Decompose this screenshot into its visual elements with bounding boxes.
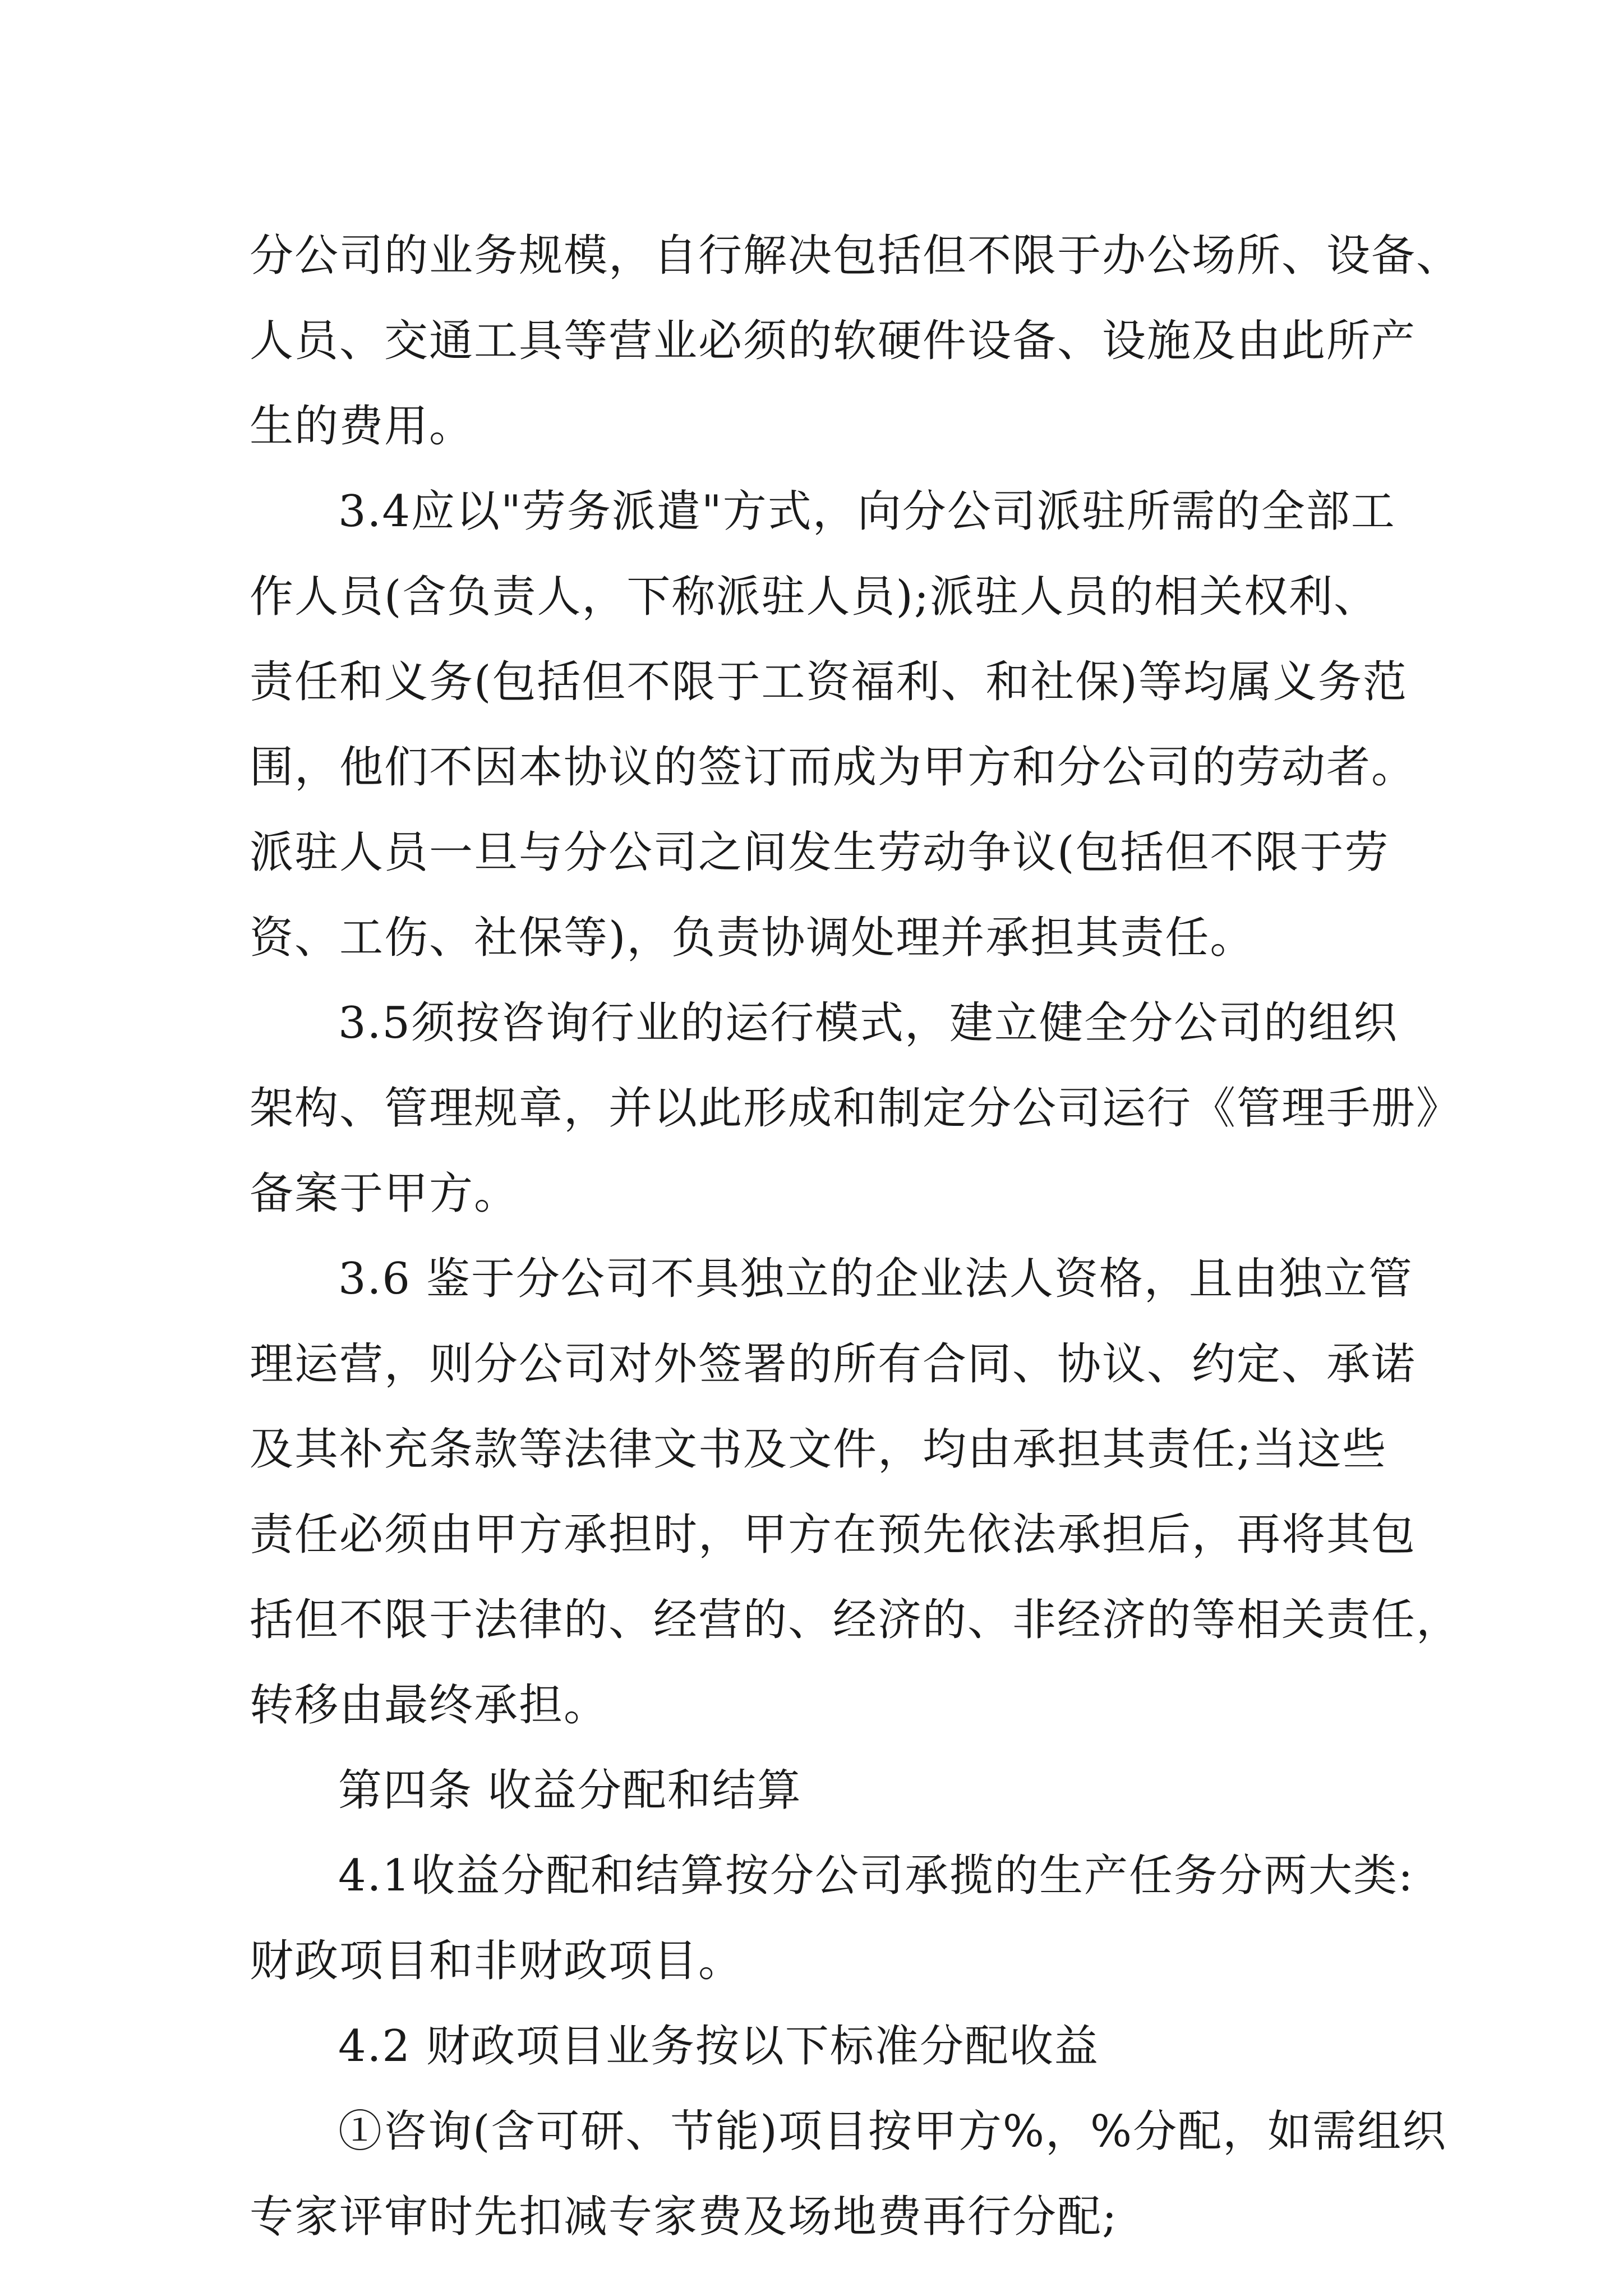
text-line: 架构、管理规章，并以此形成和制定分公司运行《管理手册》 [250, 1083, 1461, 1134]
paragraph-3-6 [250, 1236, 1461, 1748]
article-4-heading [250, 1748, 1388, 1833]
text-line: 3.6 鉴于分公司不具独立的企业法人资格，且由独立管 [338, 1254, 1413, 1304]
paragraph-3-5 [250, 981, 1461, 1236]
text-line: 分公司的业务规模，自行解决包括但不限于办公场所、设备、 [250, 231, 1461, 281]
paragraph-4-2 [250, 2004, 1388, 2089]
text-line: 专家评审时先扣减专家费及场地费再行分配; [250, 2192, 1118, 2242]
section-heading: 第四条 收益分配和结算 [338, 1765, 802, 1816]
text-line: 4.2 财政项目业务按以下标准分配收益 [338, 2021, 1099, 2072]
text-line: 财政项目和非财政项目。 [250, 1936, 744, 1986]
text-line: 3.5须按咨询行业的运行模式，建立健全分公司的组织 [338, 998, 1399, 1048]
text-line: 派驻人员一旦与分公司之间发生劳动争议(包括但不限于劳 [250, 827, 1390, 878]
text-line: 资、工伤、社保等)，负责协调处理并承担其责任。 [250, 913, 1255, 963]
text-line: 转移由最终承担。 [250, 1680, 609, 1731]
text-line: 3.4应以"劳务派遣"方式，向分公司派驻所需的全部工 [338, 486, 1396, 537]
text-line: 责任必须由甲方承担时，甲方在预先依法承担后，再将其包 [250, 1510, 1417, 1560]
paragraph-3-4 [250, 469, 1417, 981]
text-line: 备案于甲方。 [250, 1168, 519, 1219]
text-line: 括但不限于法律的、经营的、经济的、非经济的等相关责任， [250, 1595, 1461, 1645]
text-line: 人员、交通工具等营业必须的软硬件设备、设施及由此所产 [250, 316, 1417, 366]
paragraph-continued [250, 213, 1461, 469]
text-line: 作人员(含负责人，下称派驻人员);派驻人员的相关权利、 [250, 572, 1379, 622]
text-line: 围，他们不因本协议的签订而成为甲方和分公司的劳动者。 [250, 742, 1417, 793]
text-line: 理运营，则分公司对外签署的所有合同、协议、约定、承诺 [250, 1339, 1417, 1389]
document-body [250, 213, 1461, 2260]
text-line: 生的费用。 [250, 401, 474, 452]
text-line: 及其补充条款等法律文书及文件，均由承担其责任;当这些 [250, 1424, 1387, 1475]
paragraph-item-1 [250, 2089, 1447, 2260]
text-line: ①咨询(含可研、节能)项目按甲方%，%分配，如需组织 [338, 2106, 1447, 2157]
text-line: 责任和义务(包括但不限于工资福利、和社保)等均属义务范 [250, 657, 1408, 707]
paragraph-4-1 [250, 1833, 1414, 2004]
text-line: 4.1收益分配和结算按分公司承揽的生产任务分两大类: [338, 1851, 1414, 1901]
